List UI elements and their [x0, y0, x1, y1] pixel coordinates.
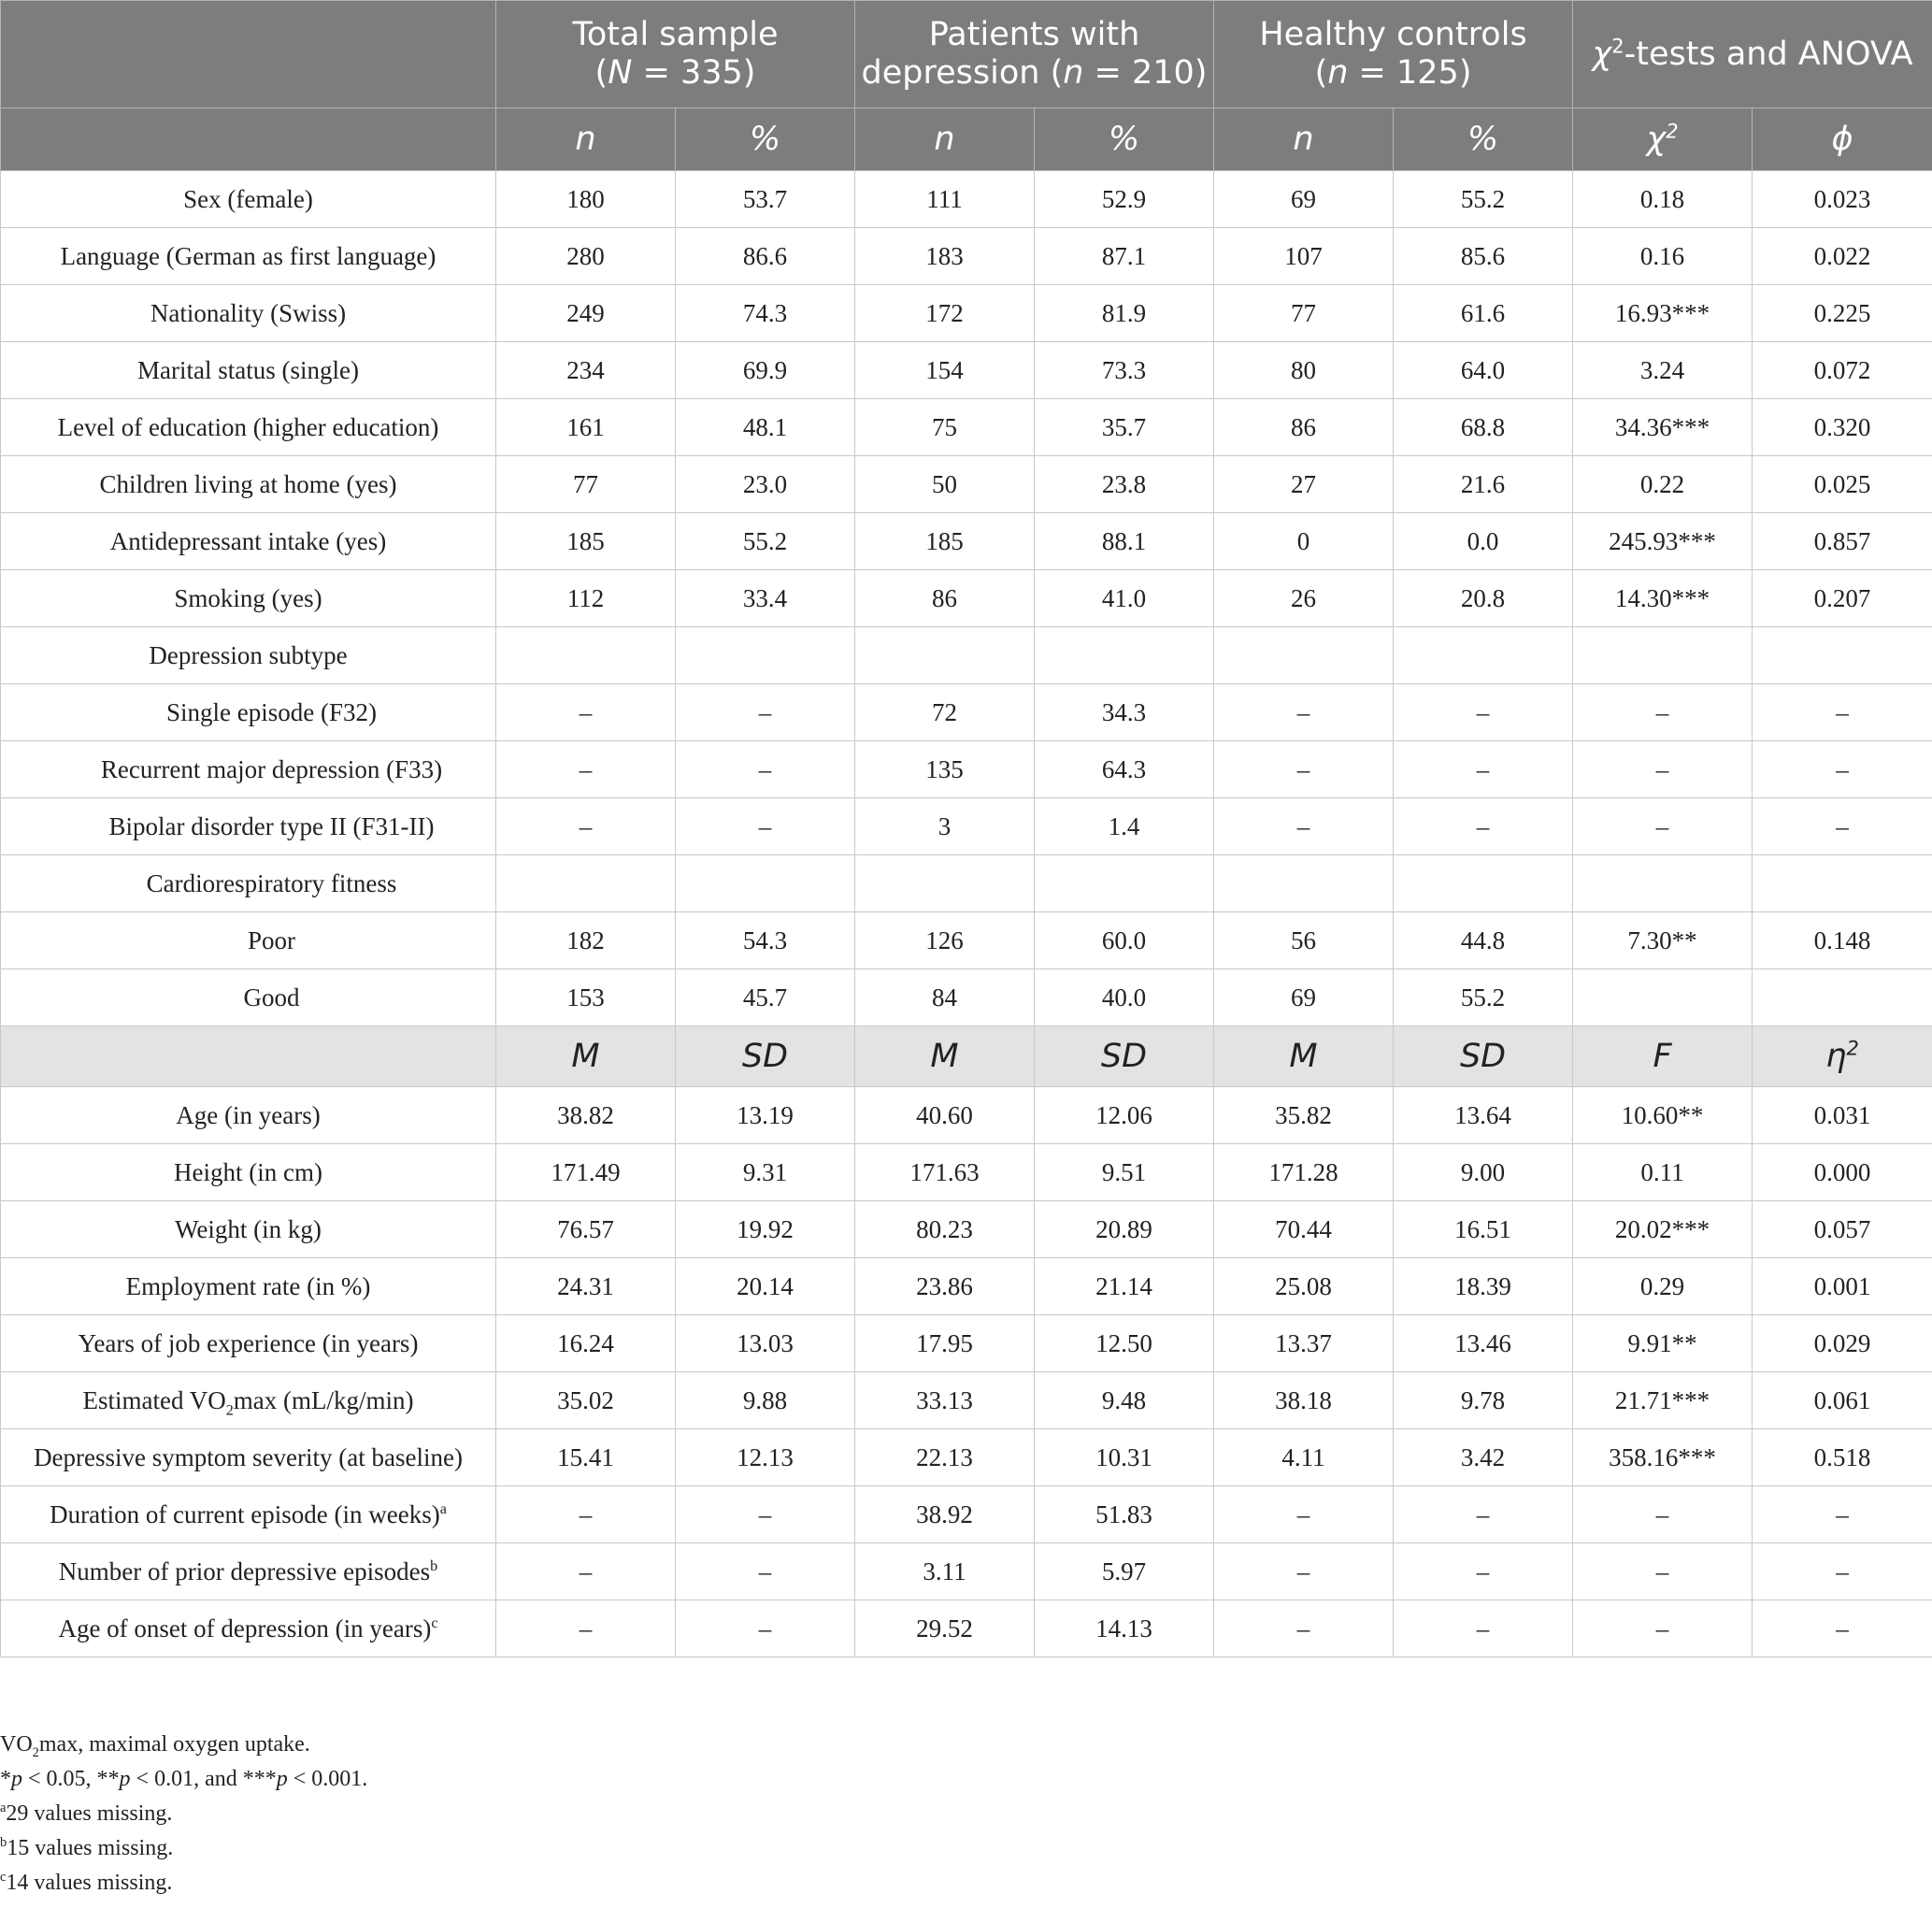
group-total-sample: Total sample (N = 335)	[496, 1, 855, 108]
table-cell: 52.9	[1035, 171, 1214, 228]
footnote-c: $^c$14 values missing.	[0, 1870, 173, 1895]
table-cell: 35.82	[1214, 1087, 1394, 1144]
row-label: Cardiorespiratory fitness	[1, 855, 496, 912]
table-cell: 55.2	[1394, 969, 1573, 1026]
row-label: Level of education (higher education)	[1, 399, 496, 456]
table-cell: 40.0	[1035, 969, 1214, 1026]
row-label: Number of prior depressive episodes$^b$	[1, 1543, 496, 1600]
table-cell: 13.46	[1394, 1315, 1573, 1372]
table-cell: 13.03	[676, 1315, 855, 1372]
table-cell: –	[676, 684, 855, 741]
table-cell: 50	[855, 456, 1035, 513]
table-cell: 21.6	[1394, 456, 1573, 513]
table-cell: –	[1753, 1600, 1932, 1657]
table-cell: 0.022	[1753, 228, 1932, 285]
group-patients: Patients with depression (n = 210)	[855, 1, 1214, 108]
table-cell	[1573, 969, 1753, 1026]
table-footnotes	[0, 1728, 1309, 1901]
table-cell: 80	[1214, 342, 1394, 399]
table-cell: 69	[1214, 171, 1394, 228]
table-row	[1, 1600, 1932, 1657]
table-cell: –	[1753, 798, 1932, 855]
subheader-corner	[1, 108, 496, 171]
table-cell: 0.207	[1753, 570, 1932, 627]
row-label: Marital status (single)	[1, 342, 496, 399]
table-cell: 12.50	[1035, 1315, 1214, 1372]
table-cell: 0.000	[1753, 1144, 1932, 1201]
row-label: Depressive symptom severity (at baseline)	[1, 1429, 496, 1486]
table-cell: 0.057	[1753, 1201, 1932, 1258]
table-cell: 9.00	[1394, 1144, 1573, 1201]
subheader-corner	[1, 1026, 496, 1087]
subheader-cell: M	[1214, 1026, 1394, 1087]
table-cell: 126	[855, 912, 1035, 969]
table-cell	[1753, 855, 1932, 912]
table-cell: 0.320	[1753, 399, 1932, 456]
table-cell: 0.16	[1573, 228, 1753, 285]
table-cell: 280	[496, 228, 676, 285]
table-cell: 38.92	[855, 1486, 1035, 1543]
row-label: Weight (in kg)	[1, 1201, 496, 1258]
table-cell: 14.13	[1035, 1600, 1214, 1657]
table-cell: 7.30**	[1573, 912, 1753, 969]
table-row	[1, 228, 1932, 285]
table-cell: –	[1214, 741, 1394, 798]
table-cell: –	[1753, 741, 1932, 798]
table-cell	[1753, 627, 1932, 684]
table-cell: 64.3	[1035, 741, 1214, 798]
table-cell	[676, 627, 855, 684]
table-cell: 33.4	[676, 570, 855, 627]
table-cell: 171.49	[496, 1144, 676, 1201]
table-cell: 56	[1214, 912, 1394, 969]
table-cell: 0.225	[1753, 285, 1932, 342]
table-cell: 21.71***	[1573, 1372, 1753, 1429]
row-label: Depression subtype	[1, 627, 496, 684]
table-cell: 16.93***	[1573, 285, 1753, 342]
table-cell: 53.7	[676, 171, 855, 228]
row-label: Good	[1, 969, 496, 1026]
table-row	[1, 1201, 1932, 1258]
table-cell: –	[496, 1543, 676, 1600]
row-label: Age of onset of depression (in years)$^c$	[1, 1600, 496, 1657]
subheader-row-mean	[1, 1026, 1932, 1087]
table-cell: 48.1	[676, 399, 855, 456]
subheader-cell: ϕ	[1753, 108, 1932, 171]
table-cell: 112	[496, 570, 676, 627]
table-cell: –	[1214, 1486, 1394, 1543]
table-cell: 0.023	[1753, 171, 1932, 228]
table-cell: 29.52	[855, 1600, 1035, 1657]
table-cell: 0.025	[1753, 456, 1932, 513]
table-cell: 35.7	[1035, 399, 1214, 456]
table-row	[1, 684, 1932, 741]
table-cell: 88.1	[1035, 513, 1214, 570]
table-cell: –	[1573, 741, 1753, 798]
table-row	[1, 285, 1932, 342]
table-cell: 40.60	[855, 1087, 1035, 1144]
table-cell: 9.31	[676, 1144, 855, 1201]
table-cell: –	[496, 1486, 676, 1543]
table-cell: 3.42	[1394, 1429, 1573, 1486]
table-cell: 9.48	[1035, 1372, 1214, 1429]
table-cell: 45.7	[676, 969, 855, 1026]
table-cell	[1035, 855, 1214, 912]
table-cell: 12.06	[1035, 1087, 1214, 1144]
table-cell: –	[1573, 684, 1753, 741]
table-cell: 17.95	[855, 1315, 1035, 1372]
table-cell: 3.11	[855, 1543, 1035, 1600]
table-cell: 171.28	[1214, 1144, 1394, 1201]
subheader-cell: F	[1573, 1026, 1753, 1087]
table-cell: 85.6	[1394, 228, 1573, 285]
table-cell: 10.60**	[1573, 1087, 1753, 1144]
table-row	[1, 513, 1932, 570]
table-cell: 153	[496, 969, 676, 1026]
table-cell: 20.02***	[1573, 1201, 1753, 1258]
table-cell: 0	[1214, 513, 1394, 570]
table-cell: 69	[1214, 969, 1394, 1026]
subheader-cell: $\chi^2$	[1573, 108, 1753, 171]
table-cell: 38.82	[496, 1087, 676, 1144]
table-cell: 74.3	[676, 285, 855, 342]
table-cell: 23.86	[855, 1258, 1035, 1315]
footnote-significance: *p < 0.05, **p < 0.01, and ***p < 0.001.	[0, 1767, 368, 1791]
table-cell: 9.91**	[1573, 1315, 1753, 1372]
table-cell: 16.51	[1394, 1201, 1573, 1258]
table-cell: 51.83	[1035, 1486, 1214, 1543]
table-cell: 0.29	[1573, 1258, 1753, 1315]
table-cell	[676, 855, 855, 912]
subheader-cell: n	[855, 108, 1035, 171]
table-cell: 0.857	[1753, 513, 1932, 570]
table-cell: 35.02	[496, 1372, 676, 1429]
table-row	[1, 741, 1932, 798]
table-cell: 25.08	[1214, 1258, 1394, 1315]
table-cell: 86	[855, 570, 1035, 627]
table-row	[1, 1315, 1932, 1372]
table-cell: 0.518	[1753, 1429, 1932, 1486]
table-cell: –	[1394, 741, 1573, 798]
table-cell: 86	[1214, 399, 1394, 456]
table-cell	[1573, 855, 1753, 912]
table-cell: 60.0	[1035, 912, 1214, 969]
table-cell: –	[496, 741, 676, 798]
table-cell: 55.2	[676, 513, 855, 570]
table-cell: –	[1394, 798, 1573, 855]
table-cell: –	[1394, 1543, 1573, 1600]
table-row	[1, 798, 1932, 855]
table-cell: –	[1573, 1600, 1753, 1657]
table-row	[1, 1087, 1932, 1144]
table-cell: –	[1753, 1486, 1932, 1543]
table-cell: 358.16***	[1573, 1429, 1753, 1486]
table-cell: 86.6	[676, 228, 855, 285]
table-cell: –	[1573, 1486, 1753, 1543]
table-cell: 15.41	[496, 1429, 676, 1486]
row-label: Bipolar disorder type II (F31-II)	[1, 798, 496, 855]
table-cell: 185	[496, 513, 676, 570]
table-row	[1, 1543, 1932, 1600]
table-cell: 0.001	[1753, 1258, 1932, 1315]
table-cell	[1214, 627, 1394, 684]
table-cell: –	[1214, 1600, 1394, 1657]
table-cell	[1753, 969, 1932, 1026]
table-cell: 87.1	[1035, 228, 1214, 285]
table-cell: 171.63	[855, 1144, 1035, 1201]
table-cell: 16.24	[496, 1315, 676, 1372]
table-cell: –	[1573, 1543, 1753, 1600]
table-cell: –	[1214, 684, 1394, 741]
table-cell: 10.31	[1035, 1429, 1214, 1486]
table-cell: –	[1753, 684, 1932, 741]
table-cell: 20.8	[1394, 570, 1573, 627]
table-cell: 180	[496, 171, 676, 228]
row-label: Language (German as first language)	[1, 228, 496, 285]
table-cell: 14.30***	[1573, 570, 1753, 627]
subheader-cell: n	[1214, 108, 1394, 171]
row-label: Years of job experience (in years)	[1, 1315, 496, 1372]
table-cell: 4.11	[1214, 1429, 1394, 1486]
table-cell: 22.13	[855, 1429, 1035, 1486]
table-cell: –	[1394, 1600, 1573, 1657]
table-cell: 41.0	[1035, 570, 1214, 627]
table-cell: 68.8	[1394, 399, 1573, 456]
table-cell: –	[1394, 684, 1573, 741]
table-cell: 73.3	[1035, 342, 1214, 399]
table-cell: 0.11	[1573, 1144, 1753, 1201]
table-cell	[855, 855, 1035, 912]
table-cell: 72	[855, 684, 1035, 741]
table-cell: 0.031	[1753, 1087, 1932, 1144]
table-cell: 154	[855, 342, 1035, 399]
subheader-cell: SD	[1394, 1026, 1573, 1087]
table-cell: 54.3	[676, 912, 855, 969]
row-label: Nationality (Swiss)	[1, 285, 496, 342]
table-row	[1, 1372, 1932, 1429]
table-cell: 107	[1214, 228, 1394, 285]
table-cell: 19.92	[676, 1201, 855, 1258]
table-cell: –	[676, 741, 855, 798]
row-label: Poor	[1, 912, 496, 969]
table-cell: 234	[496, 342, 676, 399]
table-cell: 70.44	[1214, 1201, 1394, 1258]
subheader-cell: $\eta^2$	[1753, 1026, 1932, 1087]
row-label: Sex (female)	[1, 171, 496, 228]
table-cell: 20.14	[676, 1258, 855, 1315]
table-cell: 182	[496, 912, 676, 969]
subheader-row-count	[1, 108, 1932, 171]
table-cell	[1394, 855, 1573, 912]
table-cell: –	[496, 798, 676, 855]
table-row	[1, 1486, 1932, 1543]
row-label: Age (in years)	[1, 1087, 496, 1144]
table-row	[1, 855, 1932, 912]
table-row	[1, 627, 1932, 684]
table-cell: 0.148	[1753, 912, 1932, 969]
group-tests: $\chi^2$-tests and ANOVA	[1573, 1, 1932, 108]
table-cell: –	[1753, 1543, 1932, 1600]
row-label: Recurrent major depression (F33)	[1, 741, 496, 798]
header-corner	[1, 1, 496, 108]
subheader-cell: n	[496, 108, 676, 171]
table-cell: 0.029	[1753, 1315, 1932, 1372]
table-cell	[496, 627, 676, 684]
row-label: Height (in cm)	[1, 1144, 496, 1201]
table-cell: 0.061	[1753, 1372, 1932, 1429]
table-cell: 61.6	[1394, 285, 1573, 342]
table-cell: 0.0	[1394, 513, 1573, 570]
table-cell: 26	[1214, 570, 1394, 627]
table-cell: 5.97	[1035, 1543, 1214, 1600]
table-cell: –	[496, 1600, 676, 1657]
table-cell: 34.3	[1035, 684, 1214, 741]
table-cell: –	[676, 1486, 855, 1543]
table-cell: 9.51	[1035, 1144, 1214, 1201]
table-cell: –	[1573, 798, 1753, 855]
table-cell: 44.8	[1394, 912, 1573, 969]
table-cell: 111	[855, 171, 1035, 228]
table-row	[1, 1144, 1932, 1201]
table-cell: 12.13	[676, 1429, 855, 1486]
table-cell: 21.14	[1035, 1258, 1214, 1315]
table-cell: –	[496, 684, 676, 741]
table-cell: –	[676, 1600, 855, 1657]
footnote-a: $^a$29 values missing.	[0, 1800, 173, 1826]
table-cell: 20.89	[1035, 1201, 1214, 1258]
table-cell: 13.19	[676, 1087, 855, 1144]
subheader-cell: %	[1394, 108, 1573, 171]
table-cell: 77	[496, 456, 676, 513]
table-row	[1, 456, 1932, 513]
table-row	[1, 969, 1932, 1026]
subheader-cell: SD	[676, 1026, 855, 1087]
table-row	[1, 171, 1932, 228]
table-cell: 64.0	[1394, 342, 1573, 399]
row-label: Smoking (yes)	[1, 570, 496, 627]
table-row	[1, 1429, 1932, 1486]
table-cell	[855, 627, 1035, 684]
table-cell: 13.64	[1394, 1087, 1573, 1144]
table-cell: 84	[855, 969, 1035, 1026]
table-row	[1, 399, 1932, 456]
table-cell: 69.9	[676, 342, 855, 399]
table-cell: 135	[855, 741, 1035, 798]
table-cell: 38.18	[1214, 1372, 1394, 1429]
table-cell: 9.88	[676, 1372, 855, 1429]
table-cell: 13.37	[1214, 1315, 1394, 1372]
table-cell: –	[1214, 798, 1394, 855]
table-cell	[496, 855, 676, 912]
row-label: Antidepressant intake (yes)	[1, 513, 496, 570]
table-cell	[1573, 627, 1753, 684]
table-cell: 23.0	[676, 456, 855, 513]
table-row	[1, 912, 1932, 969]
footnote-abbrev: $VO_2\max$, maximal oxygen uptake.	[0, 1732, 310, 1760]
table-cell	[1394, 627, 1573, 684]
table-row	[1, 570, 1932, 627]
table-cell: 0.18	[1573, 171, 1753, 228]
table-cell: 172	[855, 285, 1035, 342]
table-cell: 18.39	[1394, 1258, 1573, 1315]
row-label: Single episode (F32)	[1, 684, 496, 741]
table-cell: 23.8	[1035, 456, 1214, 513]
table-cell: –	[1394, 1486, 1573, 1543]
table-cell: 24.31	[496, 1258, 676, 1315]
row-label: Employment rate (in %)	[1, 1258, 496, 1315]
table-cell: 81.9	[1035, 285, 1214, 342]
table-cell: 80.23	[855, 1201, 1035, 1258]
table-cell: 249	[496, 285, 676, 342]
table-cell: 1.4	[1035, 798, 1214, 855]
table-cell: 3.24	[1573, 342, 1753, 399]
table-cell: 76.57	[496, 1201, 676, 1258]
table-row	[1, 1258, 1932, 1315]
table-cell: 9.78	[1394, 1372, 1573, 1429]
table-cell: 161	[496, 399, 676, 456]
group-header-row	[1, 1, 1932, 108]
table-cell: 3	[855, 798, 1035, 855]
table-cell: 34.36***	[1573, 399, 1753, 456]
table-cell: 245.93***	[1573, 513, 1753, 570]
subheader-cell: %	[1035, 108, 1214, 171]
categorical-section	[1, 171, 1932, 1026]
group-controls: Healthy controls (n = 125)	[1214, 1, 1573, 108]
continuous-section	[1, 1087, 1932, 1657]
subheader-cell: %	[676, 108, 855, 171]
footnote-b: $^b$15 values missing.	[0, 1835, 174, 1860]
table-cell: 33.13	[855, 1372, 1035, 1429]
table-cell: 0.072	[1753, 342, 1932, 399]
table-cell: 183	[855, 228, 1035, 285]
subheader-cell: SD	[1035, 1026, 1214, 1087]
table-row	[1, 342, 1932, 399]
table-cell: 27	[1214, 456, 1394, 513]
table-cell	[1214, 855, 1394, 912]
table-cell: –	[1214, 1543, 1394, 1600]
row-label: Children living at home (yes)	[1, 456, 496, 513]
subheader-cell: M	[496, 1026, 676, 1087]
row-label: Duration of current episode (in weeks)$^a$	[1, 1486, 496, 1543]
table-cell: 185	[855, 513, 1035, 570]
table-cell: 77	[1214, 285, 1394, 342]
table-cell: –	[676, 1543, 855, 1600]
row-label: Estimated $VO_2\max$ (mL/kg/min)	[1, 1372, 496, 1429]
table-cell	[1035, 627, 1214, 684]
table-cell: 0.22	[1573, 456, 1753, 513]
table-cell: 55.2	[1394, 171, 1573, 228]
subheader-cell: M	[855, 1026, 1035, 1087]
table-cell: –	[676, 798, 855, 855]
table-cell: 75	[855, 399, 1035, 456]
